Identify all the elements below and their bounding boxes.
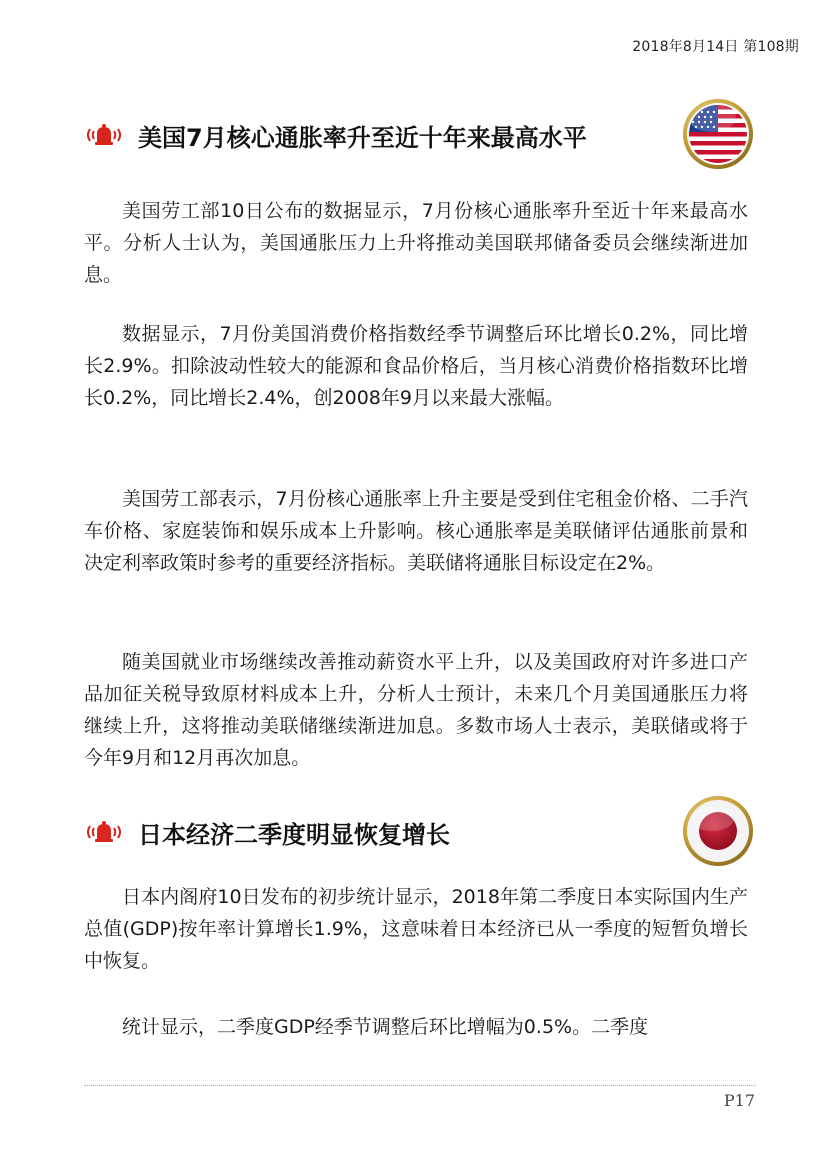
section-title: 美国7月核心通胀率升至近十年来最高水平: [138, 124, 587, 152]
alarm-bell-icon: [84, 819, 124, 845]
paragraph: 随美国就业市场继续改善推动薪资水平上升，以及美国政府对许多进口产品加征关税导致原材料成本上升，分析人士预计，未来几个月美国通胀压力将继续上升，这将推动美联储继续渐进加息。多数市场人士表示，美联储或将于今年9月和12月再次加息。: [84, 651, 748, 769]
page-number: P17: [723, 1091, 755, 1110]
paragraph: 美国劳工部表示，7月份核心通胀率上升主要是受到住宅租金价格、二手汽车价格、家庭装饰和娱乐成本上升影响。核心通胀率是美联储评估通胀前景和决定利率政策时参考的重要经济指标。美联储将通胀目标设定在2%。: [84, 488, 748, 574]
section-header-us: [84, 98, 754, 170]
paragraph: 日本内阁府10日发布的初步统计显示，2018年第二季度日本实际国内生产总值(GDP)按年率计算增长1.9%，这意味着日本经济已从一季度的短暂负增长中恢复。: [84, 886, 748, 972]
paragraph: 美国劳工部10日公布的数据显示，7月份核心通胀率升至近十年来最高水平。分析人士认为，美国通胀压力上升将推动美国联邦储备委员会继续渐进加息。: [84, 200, 748, 286]
japan-flag-icon: [682, 795, 754, 867]
section-header-japan: [84, 795, 754, 867]
paragraph: 数据显示，7月份美国消费价格指数经季节调整后环比增长0.2%，同比增长2.9%。扣除波动性较大的能源和食品价格后，当月核心消费价格指数环比增长0.2%，同比增长2.4%，创2008年9月以来最大涨幅。: [84, 323, 748, 409]
footer-divider: [84, 1085, 756, 1086]
paragraph: 统计显示，二季度GDP经季节调整后环比增幅为0.5%。二季度: [122, 1016, 649, 1038]
section-title: 日本经济二季度明显恢复增长: [138, 821, 450, 849]
us-flag-icon: [682, 98, 754, 170]
alarm-bell-icon: [84, 122, 124, 148]
issue-date: 2018年8月14日 第108期: [632, 39, 799, 55]
